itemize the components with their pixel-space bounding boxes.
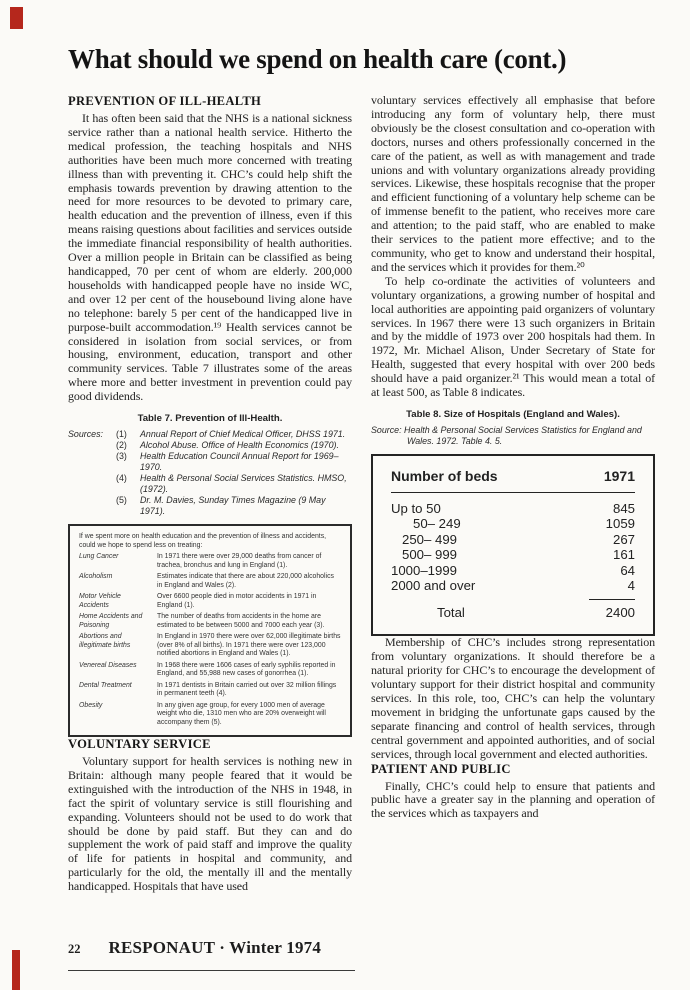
table8-source: Source: Health & Personal Social Services Statistics for England and Wales. 1972. Table 4. 5. (371, 424, 642, 446)
table7-definition: The number of deaths from accidents in the home are estimated to be between 5000 and 7000 each year (3). (157, 613, 325, 629)
patient-paragraph: Finally, CHC’s could help to ensure that patients and public have a greater say in the planning and operation of the services which as taxpayers and (371, 778, 655, 821)
continuation-paragraph: voluntary services effectively all emphasise that before introducing any form of voluntary help, there must obviously be the closest consultation and co-operation with doctors, nurses and others professionally concerned in the care of the patient, as well as with management and trade unions and with voluntary organizations already providing services. Likewise, these hospitals recognise that the proper and efficient functioning of a voluntary help scheme can be of immense benefit to the patient, who receives more care and attention; to the paid staff, who are enabled to make their services to the patient more effective; and to the community, who get to know and understand their hospital, and the services which it provides for them.²⁰ (371, 93, 655, 274)
table8-row-label: 50– 249 (413, 516, 461, 532)
table8-row-value: 1059 (605, 516, 635, 532)
table7-definition: In 1971 there were over 29,000 deaths from cancer of trachea, bronchus and lung in England (1). (157, 553, 322, 569)
source-item (68, 473, 352, 495)
table7-definition: In any given age group, for every 1000 men of average weight who die, 1310 men who are 20% overweight will accompany them (5). (157, 701, 326, 726)
table7-term: Home Accidents and Poisoning (79, 613, 143, 629)
table8-row-label: 500– 999 (402, 547, 458, 563)
voluntary-paragraph: Voluntary support for health services is nothing new in Britain: although many people feared that it would be extinguished with the introduction of the NHS in 1948, in fact the spirit of voluntary service is still flourishing and expanding. Volunteers should not be used to do work that should be done by paid staff. But they can and do supplement the work of paid staff and improve the quality of life for patients in hospital and community, and particularly for the old, the mentally ill and the mentally handicapped. Hospitals that have used (68, 754, 352, 894)
table7-row (79, 682, 341, 699)
article-columns (68, 94, 655, 894)
source-number: (5) (116, 495, 127, 506)
table8-box (371, 454, 655, 636)
red-mark-top-left (10, 7, 23, 29)
table8-row-label: 1000–1999 (391, 562, 458, 578)
source-number: (1) (116, 429, 127, 440)
source-text: Dr. M. Davies, Sunday Times Magazine (9 May 1971). (140, 495, 326, 517)
source-text: Health & Personal Social Services Statistics. HMSO, (1972). (140, 473, 347, 495)
source-item (68, 451, 352, 473)
table8-row (391, 501, 635, 516)
table7-row (79, 593, 341, 610)
table7-box (68, 524, 352, 737)
table8-row-value: 161 (612, 547, 635, 563)
table7-term: Lung Cancer (79, 553, 119, 561)
table8-row-label: 2000 and over (391, 577, 476, 593)
source-item (68, 429, 352, 440)
table7-caption: Table 7. Prevention of Ill-Health. (137, 413, 283, 425)
right-column (371, 94, 655, 894)
table8-row-value: 64 (620, 562, 635, 578)
prevention-paragraph: It has often been said that the NHS is a national sickness service rather than a national health service. Hitherto the medical profession, the teaching hospitals and NHS authorities have been much more concerned with treating illness than with preventing it. CHC’s could help shift the emphasis towards prevention by drawing attention to the need for more resources to be devoted to primary care, health education and the prevention of illness, even if this means raising questions about facilities and services outside the immediate financial responsibility of health authorities. Over a million people in Britain can be classified as being handicapped, 70 per cent of whom are elderly. 200,000 households with handicapped people have no inside WC, and over 12 per cent of the housebound living alone have no telephone: barely 5 per cent of the handicapped live in purpose-built accommodation.¹⁹ Health services cannot be considered in isolation from social services, or from housing, environment, education, transport and other community services. Table 7 illustrates some of the areas where more and better investment in prevention could pay good dividends. (68, 111, 352, 404)
table7-definition: Over 6600 people died in motor accidents in 1971 in England (1). (157, 593, 317, 609)
source-text: Health Education Council Annual Report for 1969–1970. (140, 451, 339, 473)
table8-row (391, 547, 635, 562)
table8-total-label: Total (437, 605, 465, 621)
section-heading-voluntary: VOLUNTARY SERVICE (68, 737, 211, 752)
page-title: What should we spend on health care (cont.) (68, 44, 567, 74)
source-item (68, 440, 352, 451)
table8-header (391, 468, 635, 493)
section-heading-prevention: PREVENTION OF ILL-HEALTH (68, 94, 262, 108)
table7-term: Abortions and illegitimate births (79, 633, 131, 649)
table8-header-beds: Number of beds (391, 467, 498, 484)
table8-row-label: 250– 499 (402, 531, 458, 547)
table7-intro: If we spent more on health education and the prevention of illness and accidents, could we hope to spend less on treating: (79, 533, 327, 549)
table7-sources (68, 429, 352, 517)
page-footer (68, 938, 355, 971)
table7-term: Motor Vehicle Accidents (79, 593, 121, 609)
table8-row (391, 563, 635, 578)
table8-row (391, 578, 635, 593)
table8-row-value: 267 (612, 531, 635, 547)
table7-definition: In 1971 dentists in Britain carried out over 32 million fillings in permanent teeth (4). (157, 681, 337, 698)
page-number: 22 (68, 942, 81, 956)
membership-paragraph: Membership of CHC’s includes strong representation from voluntary organizations. It should therefore be a natural priority for CHC’s to encourage the development of voluntary support for their district hospital and community services. In this role, too, CHC’s can help the voluntary movement in bridging the unfortunate gaps caused by the separate financing and control of health services, through central government and appointed authorities, and of social services, through local government and elected authorities. (371, 635, 655, 761)
source-text: Alcohol Abuse. Office of Health Economics (1970). (140, 440, 339, 451)
table7-row (79, 613, 341, 630)
source-text: Annual Report of Chief Medical Officer, DHSS 1971. (140, 429, 346, 440)
table7-term: Venereal Diseases (79, 661, 137, 669)
table8-row (391, 532, 635, 547)
table8-row-value: 4 (627, 577, 635, 593)
left-column (68, 94, 352, 894)
table8-header-year: 1971 (603, 467, 635, 484)
table7-definition: Estimates indicate that there are about 220,000 alcoholics in England and Wales (2). (157, 573, 334, 589)
table7-row (79, 553, 341, 570)
section-heading-patient: PATIENT AND PUBLIC (371, 761, 511, 776)
table7-term: Alcoholism (79, 573, 113, 581)
table8-row-label: Up to 50 (391, 500, 441, 516)
table7-term: Dental Treatment (79, 681, 132, 689)
source-number: (3) (116, 451, 127, 462)
source-item (68, 495, 352, 517)
table7-row (79, 573, 341, 590)
red-mark-bottom-left (12, 950, 20, 990)
table7-term: Obesity (79, 701, 103, 709)
journal-title: RESPONAUT · Winter 1974 (108, 938, 322, 957)
table7-row (79, 633, 341, 659)
table8-row-value: 845 (612, 500, 635, 516)
table7-row (79, 702, 341, 728)
coordination-paragraph: To help co-ordinate the activities of volunteers and voluntary organizations, a growing number of hospital and local authorities are appointing paid organizers of voluntary services. In 1967 there were 13 such organizers in Britain and by the middle of 1973 over 200 hospitals had them. In 1972, Mr. Michael Alison, Under Secretary of State for Health, suggested that every hospital with over 200 beds should have a paid organizer.²¹ This would mean a total of at least 500, as Table 8 indicates. (371, 273, 655, 400)
table8-total-row (391, 605, 635, 620)
table8-row (391, 516, 635, 531)
table7-row (79, 662, 341, 679)
source-number: (2) (116, 440, 127, 451)
table7-definition: In 1968 there were 1606 cases of early syphilis reported in England, and 55,988 new cases of gonorrhea (1). (157, 661, 336, 678)
source-number: (4) (116, 473, 127, 484)
sources-label: Sources: (68, 429, 104, 440)
table7-definition: In England in 1970 there were over 62,000 illegitimate births (over 8% of all births). In 1971 there were over 123,000 notified abortions in England and Wales (1). (157, 633, 341, 658)
table8-total-value: 2400 (605, 605, 635, 621)
table8-caption: Table 8. Size of Hospitals (England and Wales). (406, 408, 620, 420)
table8-total-rule (589, 599, 635, 600)
